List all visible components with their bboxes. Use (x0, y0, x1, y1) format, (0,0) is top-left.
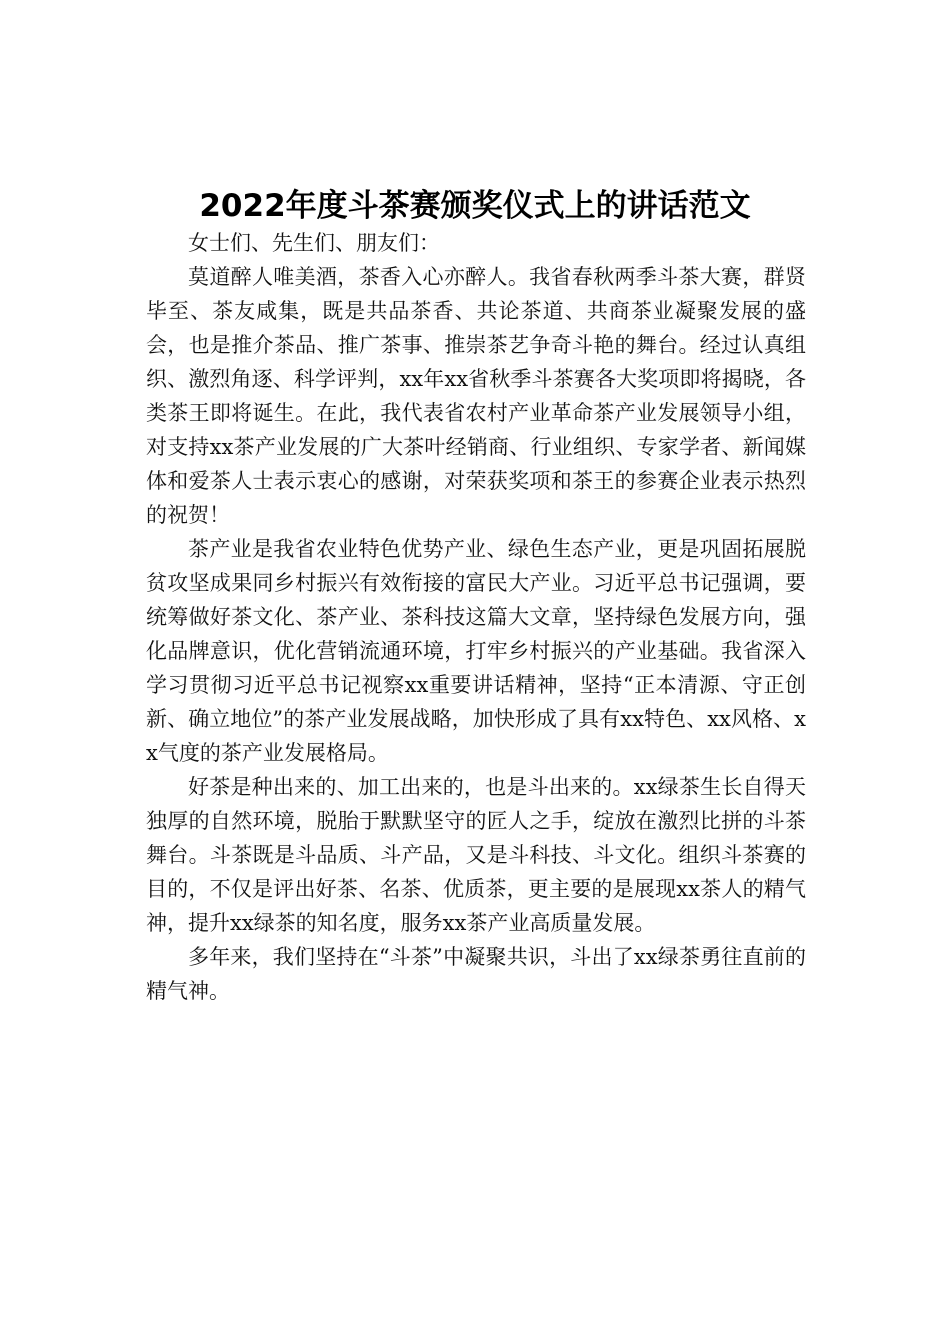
document-body (146, 220, 806, 1008)
paragraph-industry: 茶产业是我省农业特色优势产业、绿色生态产业，更是巩固拓展脱贫攻坚成果同乡村振兴有效衔接的富民大产业。习近平总书记强调，要统筹做好茶文化、茶产业、茶科技这篇大文章，坚持绿色发展方向，强化品牌意识，优化营销流通环境，打牢乡村振兴的产业基础。我省深入学习贯彻习近平总书记视察xx重要讲话精神，坚持“正本清源、守正创新、确立地位”的茶产业发展战略，加快形成了具有xx特色、xx风格、xx气度的茶产业发展格局。 (146, 537, 806, 765)
document-title: 2022年度斗茶赛颁奖仪式上的讲话范文 (199, 188, 751, 224)
greeting-line: 女士们、先生们、朋友们： (188, 231, 440, 255)
paragraph-opening: 莫道醉人唯美酒，茶香入心亦醉人。我省春秋两季斗茶大赛，群贤毕至、茶友咸集，既是共品茶香、共论茶道、共商茶业凝聚发展的盛会，也是推介茶品、推广茶事、推崇茶艺争奇斗艳的舞台。经过认真组织、激烈角逐、科学评判，xx年xx省秋季斗茶赛各大奖项即将揭晓，各类茶王即将诞生。在此，我代表省农村产业革命茶产业发展领导小组，对支持xx茶产业发展的广大茶叶经销商、行业组织、专家学者、新闻媒体和爱茶人士表示衷心的感谢，对荣获奖项和茶王的参赛企业表示热烈的祝贺！ (146, 265, 806, 527)
paragraph-years: 多年来，我们坚持在“斗茶”中凝聚共识，斗出了xx绿茶勇往直前的精气神。 (146, 945, 806, 1003)
paragraph-good-tea: 好茶是种出来的、加工出来的，也是斗出来的。xx绿茶生长自得天独厚的自然环境，脱胎于默默坚守的匠人之手，绽放在激烈比拼的斗茶舞台。斗茶既是斗品质、斗产品，又是斗科技、斗文化。组织斗茶赛的目的，不仅是评出好茶、名茶、优质茶，更主要的是展现xx茶人的精气神，提升xx绿茶的知名度，服务xx茶产业高质量发展。 (146, 775, 806, 935)
